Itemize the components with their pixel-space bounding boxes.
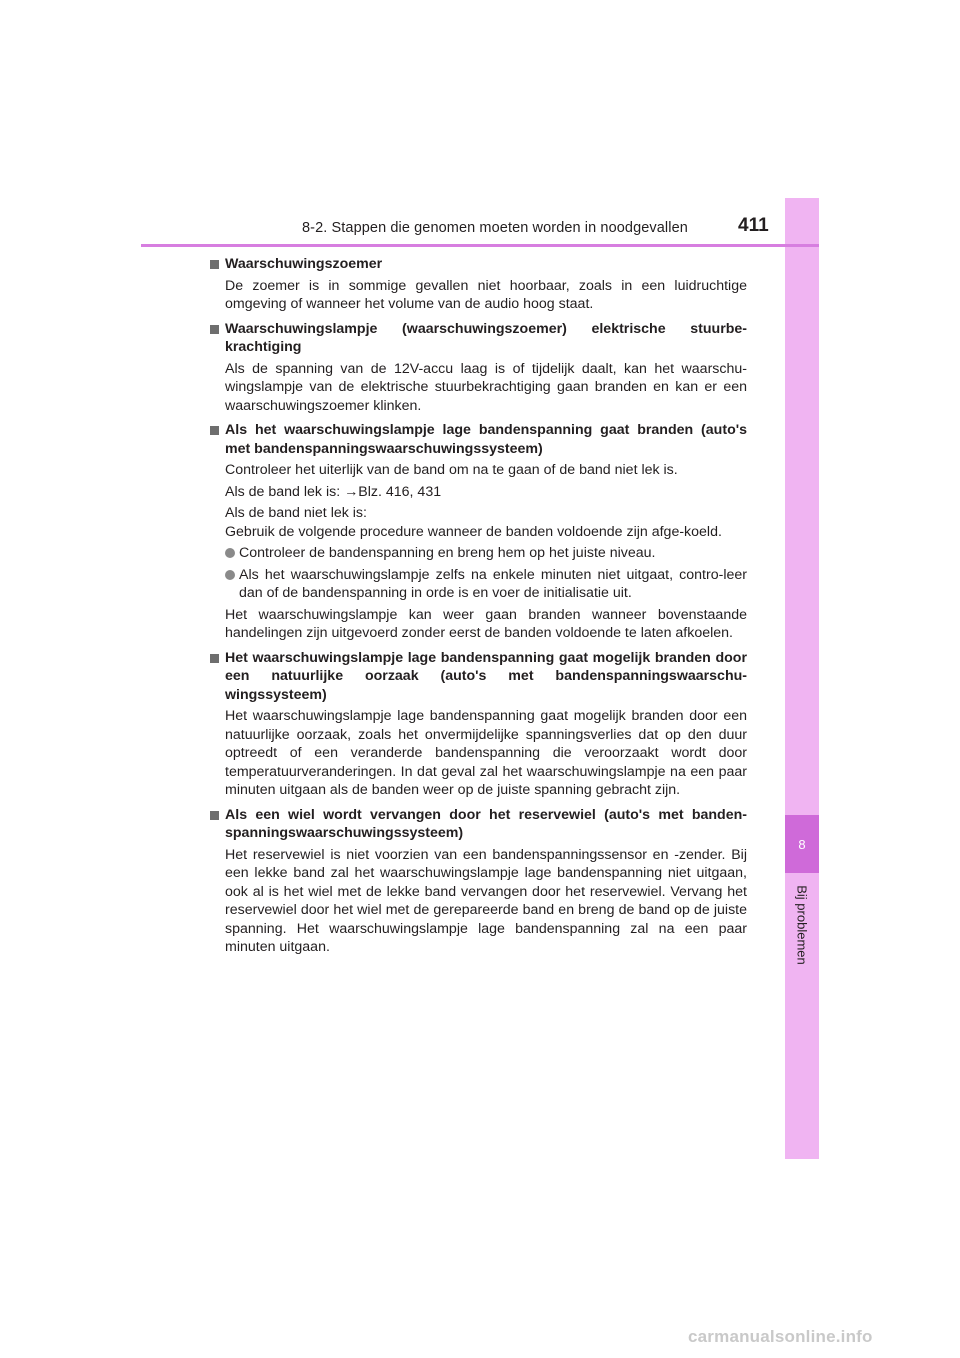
paragraph: Het waarschuwingslampje kan weer gaan branden wanneer bovenstaande handelingen zijn uitgevoerd zonder eerst de banden voldoende te laten afkoelen.: [225, 606, 747, 641]
header-divider: [141, 244, 819, 247]
page-header-title: 8-2. Stappen die genomen moeten worden in noodgevallen: [302, 220, 688, 236]
paragraph: De zoemer is in sommige gevallen niet hoorbaar, zoals in een luidruchtige omgeving of wanneer het volume van de audio hoog staat.: [225, 277, 747, 312]
chapter-side-tab: [785, 198, 819, 1159]
paragraph-reference: Als de band lek is: →Blz. 416, 431: [225, 483, 442, 500]
paragraph: Controleer het uiterlijk van de band om na te gaan of de band niet lek is.: [225, 462, 678, 478]
paragraph: Als de spanning van de 12V-accu laag is of tijdelijk daalt, kan het waarschu-wingslampje van de elektrische stuurbekrachtiging gaan branden en kan er een waarschuwingszoemer klinken.: [225, 360, 747, 414]
page-content: [209, 255, 747, 957]
watermark: carmanualsonline.info: [688, 1327, 873, 1346]
page-reference: Blz. 416, 431: [358, 483, 442, 500]
square-bullet-icon: [210, 260, 219, 269]
section-heading: Waarschuwingslampje (waarschuwingszoemer) elektrische stuurbe-krachtiging: [209, 320, 747, 357]
square-bullet-icon: [210, 325, 219, 334]
section-heading: Als het waarschuwingslampje lage bandenspanning gaat branden (auto's met bandenspanningswaarschuwingssysteem): [209, 421, 747, 458]
chapter-number-badge: [785, 815, 819, 873]
paragraph: Het reservewiel is niet voorzien van een bandenspanningssensor en -zender. Bij een lekke band zal het waarschuwingslampje lage bandenspanning niet uitgaan, ook al is het wiel met de lekke band vervangen door het reservewiel. Vervang het reservewiel door het wiel met de gerepareerde band en breng de band op de juiste spanning. Het waarschuwingslampje lage bandenspanning zal na een paar minuten uitgaan.: [225, 846, 747, 955]
page-number: 411: [738, 215, 769, 236]
section-heading: Waarschuwingszoemer: [209, 255, 747, 274]
circle-bullet-icon: [225, 570, 235, 580]
square-bullet-icon: [210, 654, 219, 663]
circle-bullet-icon: [225, 548, 235, 558]
square-bullet-icon: [210, 426, 219, 435]
paragraph: Het waarschuwingslampje lage bandenspanning gaat mogelijk branden door een natuurlijke oorzaak, zoals het onvermijdelijke spanningsverlies dat op den duur optreedt of een veranderde bandenspanning die veroorzaakt wordt door temperatuurveranderingen. In dat geval zal het waarschuwingslampje na een paar minuten uitgaan als de banden weer op de juiste spanning gebracht zijn.: [225, 708, 747, 798]
arrow-icon: →: [344, 483, 359, 500]
list-item: Controleer de bandenspanning en breng hem op het juiste niveau.: [209, 544, 747, 563]
list-item: Als het waarschuwingslampje zelfs na enkele minuten niet uitgaat, contro-leer dan of de bandenspanning in orde is en voer de initialisatie uit.: [209, 566, 747, 603]
paragraph: Als de band niet lek is: Gebruik de volgende procedure wanneer de banden voldoende zijn afge-koeld.: [225, 505, 722, 540]
section-heading: Als een wiel wordt vervangen door het reservewiel (auto's met banden-spanningswaarschuwingssysteem): [209, 806, 747, 843]
section-heading: Het waarschuwingslampje lage bandenspanning gaat mogelijk branden door een natuurlijke oorzaak (auto's met bandenspanningswaarschu-wingssysteem): [209, 649, 747, 705]
chapter-label: Bij problemen: [794, 885, 810, 965]
chapter-number: 8: [798, 836, 806, 852]
square-bullet-icon: [210, 811, 219, 820]
